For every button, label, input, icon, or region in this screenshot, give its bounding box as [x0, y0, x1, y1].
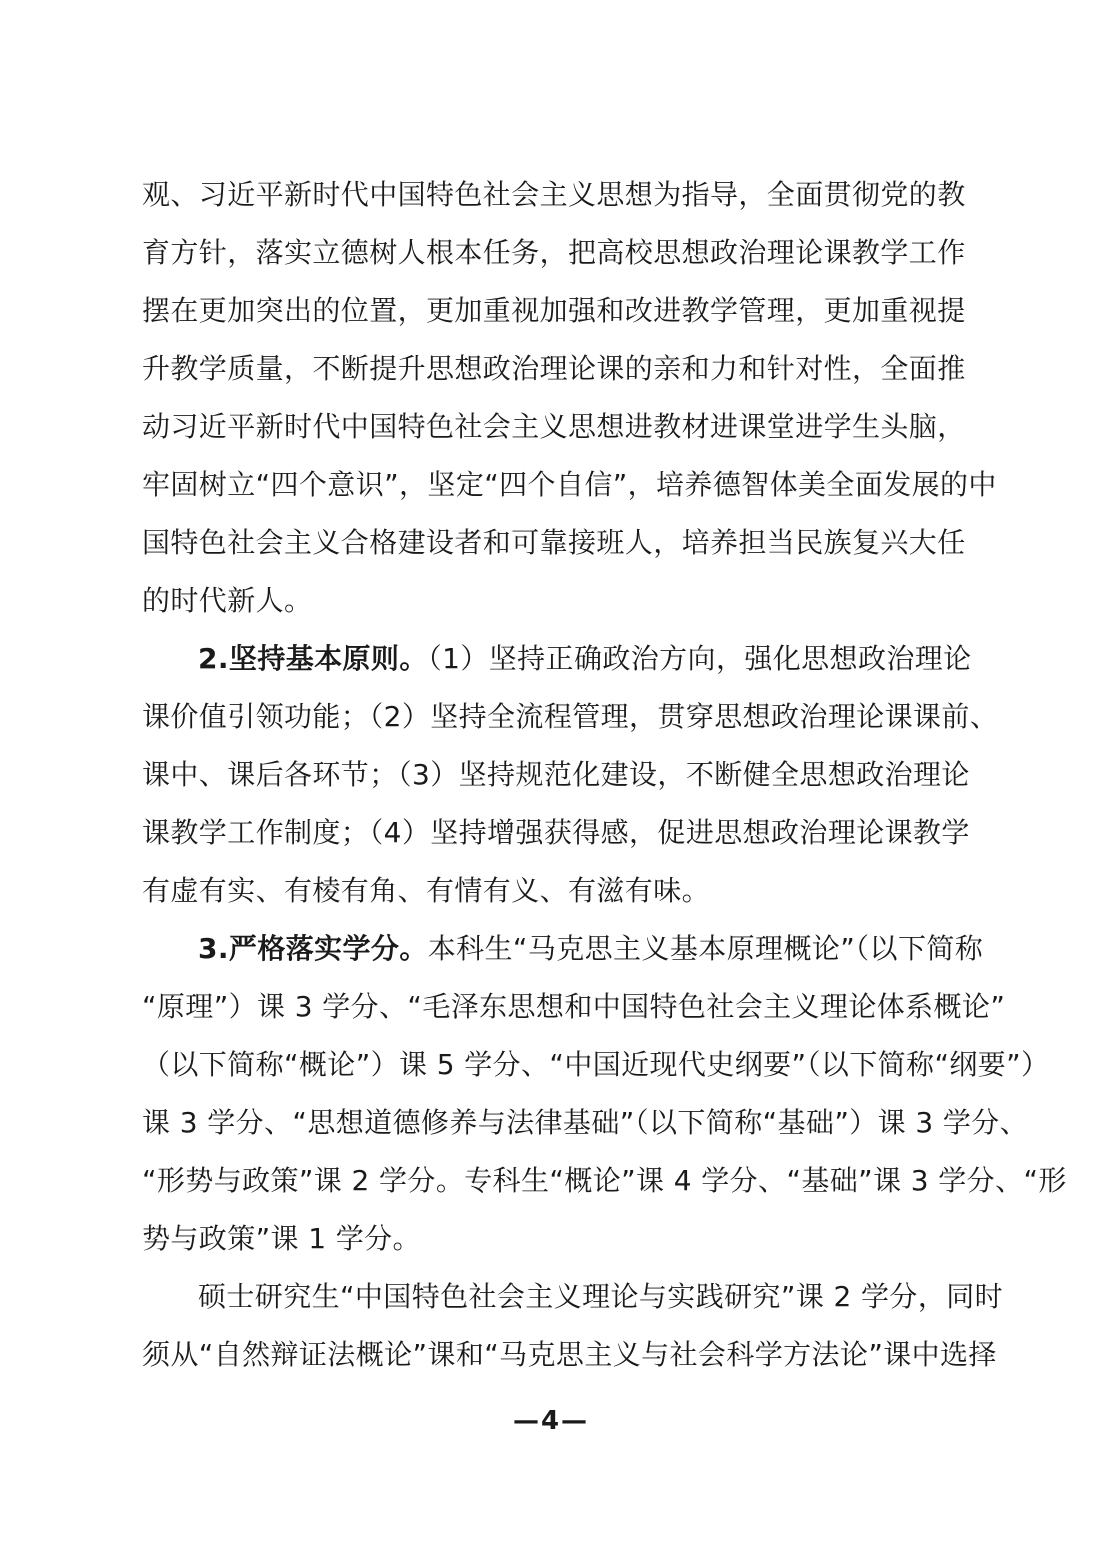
section-3-first-line [142, 929, 984, 969]
text-line: 课价值引领功能；（2）坚持全流程管理，贯穿思想政治理论课课前、 [142, 700, 999, 733]
page-number: —4— [512, 1406, 590, 1436]
text-line: 观、习近平新时代中国特色社会主义思想为指导，全面贯彻党的教 [142, 178, 966, 211]
text-line: 课 3 学分、“思想道德修养与法律基础”（以下简称“基础”）课 3 学分、 [142, 1106, 1029, 1139]
text-line: “形势与政策”课 2 学分。专科生“概论”课 4 学分、“基础”课 3 学分、“形 [142, 1164, 1067, 1197]
section-3-first-line-text: 本科生“马克思主义基本原理概论”（以下简称 [427, 932, 984, 965]
text-line: 摆在更加突出的位置，更加重视加强和改进教学管理，更加重视提 [142, 294, 966, 327]
text-line: 牢固树立“四个意识”，坚定“四个自信”，培养德智体美全面发展的中 [142, 468, 997, 501]
text-line: （以下简称“概论”）课 5 学分、“中国近现代史纲要”（以下简称“纲要”） [142, 1048, 1050, 1081]
text-line: 势与政策”课 1 学分。 [142, 1222, 421, 1255]
text-line: 课中、课后各环节；（3）坚持规范化建设，不断健全思想政治理论 [142, 758, 970, 791]
section-2-heading: 2.坚持基本原则。 [198, 642, 428, 675]
text-line: “原理”）课 3 学分、“毛泽东思想和中国特色社会主义理论体系概论” [142, 990, 1006, 1023]
section-3-heading: 3.严格落实学分。 [198, 932, 428, 965]
text-line: 硕士研究生“中国特色社会主义理论与实践研究”课 2 学分，同时 [198, 1280, 1004, 1313]
text-line: 育方针，落实立德树人根本任务，把高校思想政治理论课教学工作 [142, 236, 966, 269]
text-line: 动习近平新时代中国特色社会主义思想进教材进课堂进学生头脑， [142, 410, 966, 443]
text-line: 国特色社会主义合格建设者和可靠接班人，培养担当民族复兴大任 [142, 526, 966, 559]
text-line: 课教学工作制度；（4）坚持增强获得感，促进思想政治理论课教学 [142, 816, 970, 849]
text-line: 升教学质量，不断提升思想政治理论课的亲和力和针对性，全面推 [142, 352, 966, 385]
text-line: 须从“自然辩证法概论”课和“马克思主义与社会科学方法论”课中选择 [142, 1338, 997, 1371]
text-line: 的时代新人。 [142, 584, 313, 617]
section-2-first-line-text: （1）坚持正确政治方向，强化思想政治理论 [427, 642, 972, 675]
section-2-first-line [142, 639, 972, 679]
text-line: 有虚有实、有棱有角、有情有义、有滋有味。 [142, 874, 711, 907]
